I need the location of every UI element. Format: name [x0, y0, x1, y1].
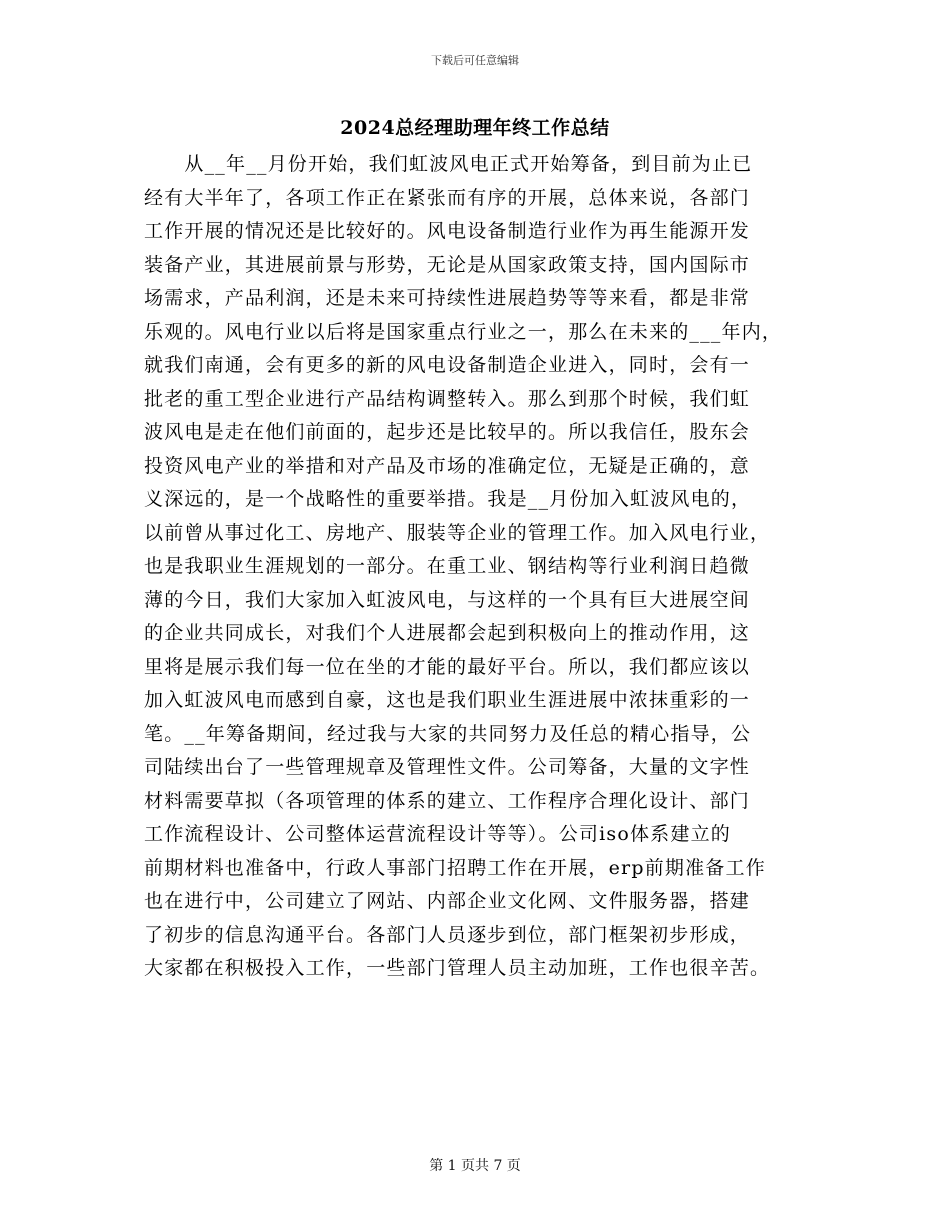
body-line: 材料需要草拟（各项管理的体系的建立、工作程序合理化设计、部门	[144, 789, 751, 812]
body-line: 加入虹波风电而感到自豪，这也是我们职业生涯进展中浓抹重彩的一	[144, 689, 751, 711]
body-line: 司陆续出台了一些管理规章及管理性文件。公司筹备，大量的文字性	[144, 756, 751, 778]
body-line: 了初步的信息沟通平台。各部门人员逐步到位，部门框架初步形成，	[144, 923, 751, 946]
body-line: 投资风电产业的举措和对产品及市场的准确定位，无疑是正确的，意	[144, 454, 751, 477]
page-number: 第 1 页共 7 页	[429, 1158, 521, 1174]
body-line: 笔。__年筹备期间，经过我与大家的共同努力及任总的精心指导，公	[144, 722, 752, 745]
body-line: 工作流程设计、公司整体运营流程设计等等）。公司iso体系建立的	[144, 823, 731, 845]
body-line: 大家都在积极投入工作，一些部门管理人员主动加班，工作也很辛苦。	[144, 957, 771, 979]
body-line: 里将是展示我们每一位在坐的才能的最好平台。所以，我们都应该以	[144, 655, 751, 678]
body-line: 场需求，产品利润，还是未来可持续性进展趋势等等来看，都是非常	[144, 287, 751, 309]
body-line: 也是我职业生涯规划的一部分。在重工业、钢结构等行业利润日趋微	[144, 555, 751, 577]
body-line: 前期材料也准备中，行政人事部门招聘工作在开展，erp前期准备工作	[144, 856, 766, 879]
body-line: 也在进行中，公司建立了网站、内部企业文化网、文件服务器，搭建	[144, 890, 751, 912]
body-line: 从__年__月份开始，我们虹波风电正式开始筹备，到目前为止已	[144, 153, 753, 175]
document-title: 2024总经理助理年终工作总结	[340, 117, 610, 139]
document-body	[144, 148, 824, 986]
page-header-note: 下载后可任意编辑	[431, 54, 519, 67]
body-line: 薄的今日，我们大家加入虹波风电，与这样的一个具有巨大进展空间	[144, 588, 751, 611]
body-line: 以前曾从事过化工、房地产、服装等企业的管理工作。加入风电行业，	[144, 521, 771, 544]
body-line: 装备产业，其进展前景与形势，无论是从国家政策支持，国内国际市	[144, 253, 751, 276]
body-line: 经有大半年了，各项工作正在紧张而有序的开展，总体来说，各部门	[144, 186, 751, 209]
body-line: 就我们南通，会有更多的新的风电设备制造企业进入，同时，会有一	[144, 354, 751, 376]
body-line: 义深远的，是一个战略性的重要举措。我是__月份加入虹波风电的，	[144, 488, 752, 510]
body-line: 工作开展的情况还是比较好的。风电设备制造行业作为再生能源开发	[144, 220, 751, 242]
body-line: 的企业共同成长，对我们个人进展都会起到积极向上的推动作用，这	[144, 622, 751, 644]
body-line: 批老的重工型企业进行产品结构调整转入。那么到那个时候，我们虹	[144, 387, 751, 410]
body-line: 乐观的。风电行业以后将是国家重点行业之一，那么在未来的___年内，	[144, 320, 783, 343]
body-line: 波风电是走在他们前面的，起步还是比较早的。所以我信任，股东会	[144, 421, 751, 443]
